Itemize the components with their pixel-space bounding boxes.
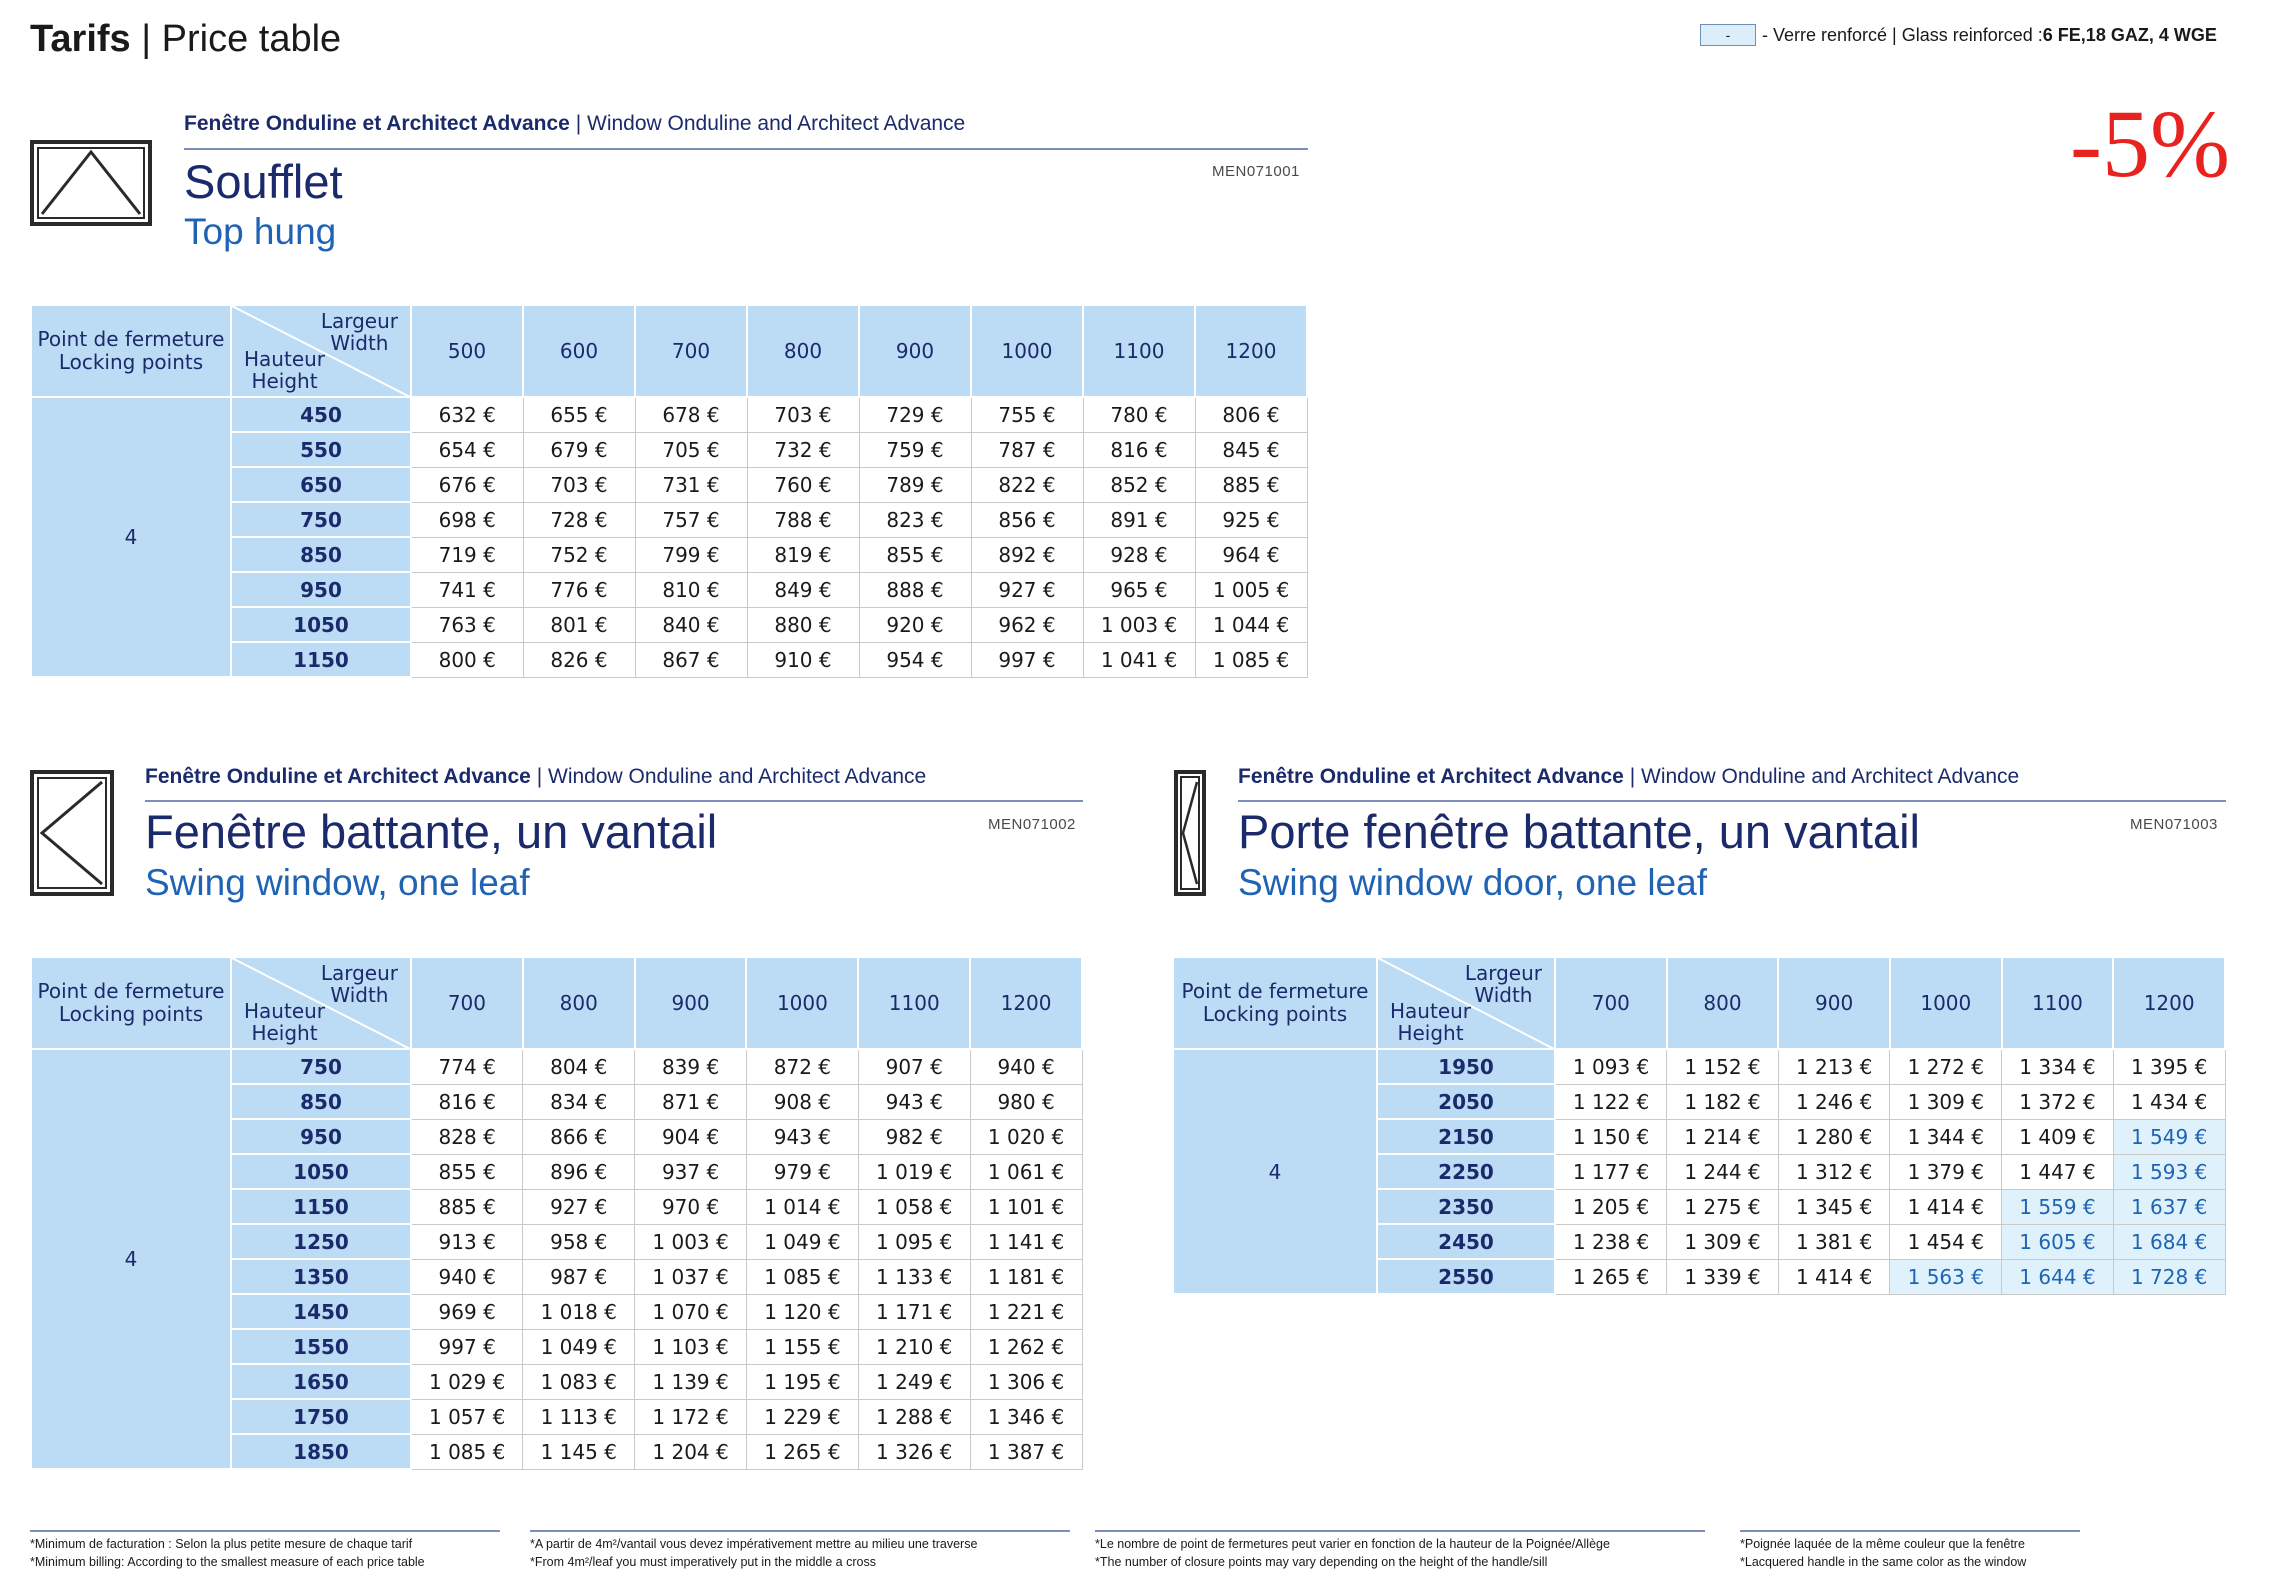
price-cell-reinforced: 1 684 € — [2113, 1224, 2225, 1259]
price-cell: 1 029 € — [411, 1364, 523, 1399]
price-cell: 987 € — [523, 1259, 635, 1294]
price-cell: 940 € — [411, 1259, 523, 1294]
width-column-header: 1200 — [1195, 305, 1307, 397]
height-value: 750 — [231, 502, 411, 537]
locking-points-value: 4 — [31, 397, 231, 677]
table-row — [31, 397, 1307, 432]
price-cell: 1 182 € — [1667, 1084, 1779, 1119]
price-cell: 866 € — [523, 1119, 635, 1154]
price-cell: 940 € — [970, 1049, 1082, 1084]
price-cell: 1 454 € — [1890, 1224, 2002, 1259]
price-cell: 698 € — [411, 502, 523, 537]
price-cell: 1 049 € — [523, 1329, 635, 1364]
height-value: 2050 — [1377, 1084, 1555, 1119]
width-column-header: 900 — [1778, 957, 1890, 1049]
price-cell-reinforced: 1 644 € — [2002, 1259, 2114, 1294]
price-cell: 904 € — [635, 1119, 747, 1154]
product-title-en: Swing window, one leaf — [145, 862, 530, 903]
price-cell: 1 152 € — [1667, 1049, 1779, 1084]
price-cell: 962 € — [971, 607, 1083, 642]
price-cell: 676 € — [411, 467, 523, 502]
width-column-header: 1100 — [858, 957, 970, 1049]
price-cell: 1 288 € — [858, 1399, 970, 1434]
width-column-header: 900 — [859, 305, 971, 397]
price-cell: 1 414 € — [1890, 1189, 2002, 1224]
product-title-en: Top hung — [184, 211, 337, 252]
price-cell-reinforced: 1 559 € — [2002, 1189, 2114, 1224]
price-cell: 1 133 € — [858, 1259, 970, 1294]
section-rule — [1238, 800, 2226, 802]
price-cell: 1 447 € — [2002, 1154, 2114, 1189]
height-value: 1950 — [1377, 1049, 1555, 1084]
height-value: 2150 — [1377, 1119, 1555, 1154]
price-cell: 840 € — [635, 607, 747, 642]
price-cell: 1 145 € — [523, 1434, 635, 1469]
series-label: Fenêtre Onduline et Architect Advance | Window Onduline and Architect Advance — [1238, 765, 2020, 788]
price-cell: 937 € — [635, 1154, 747, 1189]
width-column-header: 700 — [1555, 957, 1667, 1049]
dimension-header: Largeur Width Hauteur Height — [231, 305, 411, 397]
price-cell: 1 044 € — [1195, 607, 1307, 642]
price-cell: 1 049 € — [746, 1224, 858, 1259]
footnote: *Minimum de facturation : Selon la plus petite mesure de chaque tarif *Minimum billing: According to the smallest measure of each price table — [30, 1530, 500, 1571]
width-column-header: 1000 — [1890, 957, 2002, 1049]
price-table-top-hung — [30, 304, 1308, 678]
price-cell: 1 214 € — [1667, 1119, 1779, 1154]
product-title-en: Swing window door, one leaf — [1238, 862, 1707, 903]
width-column-header: 500 — [411, 305, 523, 397]
price-cell: 880 € — [747, 607, 859, 642]
height-value: 1350 — [231, 1259, 411, 1294]
price-cell: 1 246 € — [1778, 1084, 1890, 1119]
price-cell: 703 € — [523, 467, 635, 502]
price-cell: 1 204 € — [635, 1434, 747, 1469]
footnote: *Poignée laquée de la même couleur que la fenêtre *Lacquered handle in the same color as the window — [1740, 1530, 2080, 1571]
series-label: Fenêtre Onduline et Architect Advance | Window Onduline and Architect Advance — [184, 112, 966, 135]
discount-badge: -5% — [2070, 90, 2230, 197]
price-cell: 1 085 € — [1195, 642, 1307, 677]
height-value: 1050 — [231, 1154, 411, 1189]
table-row — [31, 1049, 1082, 1084]
page-title: Tarifs | Price table — [30, 18, 342, 60]
price-cell: 1 414 € — [1778, 1259, 1890, 1294]
price-cell: 1 210 € — [858, 1329, 970, 1364]
price-cell-reinforced: 1 728 € — [2113, 1259, 2225, 1294]
reinforced-swatch: - — [1700, 24, 1756, 46]
price-cell: 789 € — [859, 467, 971, 502]
price-cell: 1 205 € — [1555, 1189, 1667, 1224]
price-cell: 1 409 € — [2002, 1119, 2114, 1154]
price-table-swing-door — [1172, 956, 2226, 1295]
price-cell: 1 221 € — [970, 1294, 1082, 1329]
price-cell: 1 014 € — [746, 1189, 858, 1224]
price-cell: 799 € — [635, 537, 747, 572]
height-value: 2450 — [1377, 1224, 1555, 1259]
price-cell: 728 € — [523, 502, 635, 537]
height-value: 1450 — [231, 1294, 411, 1329]
price-cell: 1 195 € — [746, 1364, 858, 1399]
price-cell: 867 € — [635, 642, 747, 677]
price-cell: 910 € — [747, 642, 859, 677]
price-cell-reinforced: 1 605 € — [2002, 1224, 2114, 1259]
price-cell-reinforced: 1 563 € — [1890, 1259, 2002, 1294]
price-cell: 679 € — [523, 432, 635, 467]
price-cell: 1 103 € — [635, 1329, 747, 1364]
price-cell: 1 372 € — [2002, 1084, 2114, 1119]
price-cell: 979 € — [746, 1154, 858, 1189]
price-cell: 810 € — [635, 572, 747, 607]
price-cell: 1 275 € — [1667, 1189, 1779, 1224]
price-cell: 1 155 € — [746, 1329, 858, 1364]
price-cell: 1 249 € — [858, 1364, 970, 1399]
price-cell: 1 312 € — [1778, 1154, 1890, 1189]
price-cell: 1 262 € — [970, 1329, 1082, 1364]
footnote: *A partir de 4m²/vantail vous devez impérativement mettre au milieu une traverse *From 4m²/leaf you must imperatively put in the middle a cross — [530, 1530, 1070, 1571]
price-cell: 1 058 € — [858, 1189, 970, 1224]
price-cell: 1 309 € — [1890, 1084, 2002, 1119]
width-column-header: 1000 — [746, 957, 858, 1049]
price-cell: 732 € — [747, 432, 859, 467]
price-cell: 920 € — [859, 607, 971, 642]
height-value: 1750 — [231, 1399, 411, 1434]
price-cell: 1 083 € — [523, 1364, 635, 1399]
width-column-header: 800 — [523, 957, 635, 1049]
price-cell: 1 326 € — [858, 1434, 970, 1469]
price-cell: 958 € — [523, 1224, 635, 1259]
height-value: 1150 — [231, 642, 411, 677]
price-cell: 729 € — [859, 397, 971, 432]
price-cell: 943 € — [746, 1119, 858, 1154]
price-cell: 1 150 € — [1555, 1119, 1667, 1154]
price-cell-reinforced: 1 637 € — [2113, 1189, 2225, 1224]
price-cell: 719 € — [411, 537, 523, 572]
price-cell: 1 172 € — [635, 1399, 747, 1434]
price-cell: 1 334 € — [2002, 1049, 2114, 1084]
price-cell: 1 139 € — [635, 1364, 747, 1399]
price-cell: 1 434 € — [2113, 1084, 2225, 1119]
price-cell: 1 019 € — [858, 1154, 970, 1189]
price-cell: 885 € — [1195, 467, 1307, 502]
price-cell: 1 213 € — [1778, 1049, 1890, 1084]
price-cell: 1 339 € — [1667, 1259, 1779, 1294]
price-cell: 1 093 € — [1555, 1049, 1667, 1084]
width-column-header: 800 — [1667, 957, 1779, 1049]
price-cell: 774 € — [411, 1049, 523, 1084]
price-cell: 787 € — [971, 432, 1083, 467]
price-cell: 1 265 € — [1555, 1259, 1667, 1294]
price-cell: 780 € — [1083, 397, 1195, 432]
price-cell: 800 € — [411, 642, 523, 677]
price-cell: 819 € — [747, 537, 859, 572]
section-rule — [145, 800, 1083, 802]
height-value: 2550 — [1377, 1259, 1555, 1294]
footnote: *Le nombre de point de fermetures peut varier en fonction de la hauteur de la Poignée/Allège *The number of closure points may vary depending on the height of the handle/sill — [1095, 1530, 1705, 1571]
price-cell: 1 085 € — [411, 1434, 523, 1469]
price-cell: 705 € — [635, 432, 747, 467]
price-cell: 1 395 € — [2113, 1049, 2225, 1084]
price-table-swing-window — [30, 956, 1083, 1470]
price-cell: 776 € — [523, 572, 635, 607]
height-value: 850 — [231, 1084, 411, 1119]
price-cell: 1 280 € — [1778, 1119, 1890, 1154]
price-cell: 760 € — [747, 467, 859, 502]
price-cell: 654 € — [411, 432, 523, 467]
price-cell: 763 € — [411, 607, 523, 642]
price-cell: 1 041 € — [1083, 642, 1195, 677]
product-title-fr: Fenêtre battante, un vantail — [145, 805, 718, 858]
price-cell: 927 € — [971, 572, 1083, 607]
price-cell: 1 020 € — [970, 1119, 1082, 1154]
price-cell: 1 379 € — [1890, 1154, 2002, 1189]
locking-points-header: Point de fermeture Locking points — [1173, 957, 1377, 1049]
price-cell: 1 272 € — [1890, 1049, 2002, 1084]
price-cell: 943 € — [858, 1084, 970, 1119]
price-cell: 703 € — [747, 397, 859, 432]
height-value: 2250 — [1377, 1154, 1555, 1189]
price-cell: 1 345 € — [1778, 1189, 1890, 1224]
price-cell: 804 € — [523, 1049, 635, 1084]
table-row — [1173, 1049, 2225, 1084]
price-cell: 907 € — [858, 1049, 970, 1084]
price-cell: 823 € — [859, 502, 971, 537]
height-value: 1050 — [231, 607, 411, 642]
height-value: 1150 — [231, 1189, 411, 1224]
price-cell: 816 € — [411, 1084, 523, 1119]
width-column-header: 700 — [411, 957, 523, 1049]
price-cell: 888 € — [859, 572, 971, 607]
height-value: 1550 — [231, 1329, 411, 1364]
price-cell: 1 171 € — [858, 1294, 970, 1329]
price-cell: 839 € — [635, 1049, 747, 1084]
price-cell: 1 229 € — [746, 1399, 858, 1434]
price-cell: 970 € — [635, 1189, 747, 1224]
locking-points-value: 4 — [31, 1049, 231, 1469]
price-cell: 834 € — [523, 1084, 635, 1119]
price-cell: 801 € — [523, 607, 635, 642]
width-column-header: 1100 — [1083, 305, 1195, 397]
price-cell: 632 € — [411, 397, 523, 432]
price-cell: 678 € — [635, 397, 747, 432]
price-cell: 908 € — [746, 1084, 858, 1119]
height-value: 1850 — [231, 1434, 411, 1469]
product-code: MEN071002 — [988, 816, 1076, 833]
price-cell: 806 € — [1195, 397, 1307, 432]
price-cell: 845 € — [1195, 432, 1307, 467]
product-title-fr: Soufflet — [184, 155, 343, 208]
width-column-header: 1200 — [970, 957, 1082, 1049]
width-column-header: 600 — [523, 305, 635, 397]
price-cell: 927 € — [523, 1189, 635, 1224]
price-cell: 759 € — [859, 432, 971, 467]
table-header-row — [31, 305, 1307, 397]
price-cell: 741 € — [411, 572, 523, 607]
width-column-header: 700 — [635, 305, 747, 397]
price-cell: 1 177 € — [1555, 1154, 1667, 1189]
price-cell: 925 € — [1195, 502, 1307, 537]
series-label: Fenêtre Onduline et Architect Advance | Window Onduline and Architect Advance — [145, 765, 927, 788]
price-cell: 822 € — [971, 467, 1083, 502]
price-cell: 1 346 € — [970, 1399, 1082, 1434]
legend-value: 6 FE,18 GAZ, 4 WGE — [2042, 24, 2217, 45]
price-cell: 852 € — [1083, 467, 1195, 502]
price-cell: 1 309 € — [1667, 1224, 1779, 1259]
width-column-header: 900 — [635, 957, 747, 1049]
price-cell: 1 070 € — [635, 1294, 747, 1329]
width-column-header: 1100 — [2002, 957, 2114, 1049]
price-cell: 1 265 € — [746, 1434, 858, 1469]
price-cell: 885 € — [411, 1189, 523, 1224]
price-cell-reinforced: 1 549 € — [2113, 1119, 2225, 1154]
price-cell: 997 € — [971, 642, 1083, 677]
price-cell-reinforced: 1 593 € — [2113, 1154, 2225, 1189]
section-rule — [184, 148, 1308, 150]
height-value: 950 — [231, 572, 411, 607]
price-cell: 980 € — [970, 1084, 1082, 1119]
price-cell: 1 306 € — [970, 1364, 1082, 1399]
price-cell: 1 381 € — [1778, 1224, 1890, 1259]
price-cell: 871 € — [635, 1084, 747, 1119]
width-column-header: 1200 — [2113, 957, 2225, 1049]
price-cell: 1 238 € — [1555, 1224, 1667, 1259]
price-cell: 1 037 € — [635, 1259, 747, 1294]
price-cell: 1 113 € — [523, 1399, 635, 1434]
table-header-row — [31, 957, 1082, 1049]
product-code: MEN071001 — [1212, 163, 1300, 180]
glass-legend — [1700, 24, 2217, 46]
price-cell: 1 018 € — [523, 1294, 635, 1329]
price-cell: 1 122 € — [1555, 1084, 1667, 1119]
price-cell: 752 € — [523, 537, 635, 572]
price-cell: 856 € — [971, 502, 1083, 537]
top-hung-window-icon — [30, 140, 152, 226]
price-cell: 755 € — [971, 397, 1083, 432]
height-value: 1250 — [231, 1224, 411, 1259]
price-cell: 1 061 € — [970, 1154, 1082, 1189]
legend-label: - Verre renforcé | Glass reinforced : — [1762, 24, 2043, 45]
price-cell: 1 387 € — [970, 1434, 1082, 1469]
price-cell: 1 101 € — [970, 1189, 1082, 1224]
height-value: 650 — [231, 467, 411, 502]
price-cell: 1 095 € — [858, 1224, 970, 1259]
locking-points-header: Point de fermeture Locking points — [31, 305, 231, 397]
price-cell: 964 € — [1195, 537, 1307, 572]
dimension-header: Largeur Width Hauteur Height — [231, 957, 411, 1049]
dimension-header: Largeur Width Hauteur Height — [1377, 957, 1555, 1049]
price-cell: 1 003 € — [1083, 607, 1195, 642]
price-cell: 997 € — [411, 1329, 523, 1364]
price-cell: 826 € — [523, 642, 635, 677]
price-cell: 1 141 € — [970, 1224, 1082, 1259]
price-cell: 849 € — [747, 572, 859, 607]
height-value: 550 — [231, 432, 411, 467]
price-cell: 891 € — [1083, 502, 1195, 537]
price-cell: 982 € — [858, 1119, 970, 1154]
price-cell: 731 € — [635, 467, 747, 502]
price-cell: 855 € — [859, 537, 971, 572]
swing-window-icon — [30, 770, 114, 896]
price-cell: 1 057 € — [411, 1399, 523, 1434]
product-code: MEN071003 — [2130, 816, 2218, 833]
price-cell: 1 344 € — [1890, 1119, 2002, 1154]
price-cell: 896 € — [523, 1154, 635, 1189]
swing-door-icon — [1174, 770, 1206, 896]
locking-points-value: 4 — [1173, 1049, 1377, 1294]
price-cell: 892 € — [971, 537, 1083, 572]
price-cell: 1 003 € — [635, 1224, 747, 1259]
table-header-row — [1173, 957, 2225, 1049]
price-cell: 757 € — [635, 502, 747, 537]
price-cell: 788 € — [747, 502, 859, 537]
height-value: 450 — [231, 397, 411, 432]
price-cell: 816 € — [1083, 432, 1195, 467]
product-title-fr: Porte fenêtre battante, un vantail — [1238, 805, 1920, 858]
height-value: 750 — [231, 1049, 411, 1084]
price-cell: 965 € — [1083, 572, 1195, 607]
price-cell: 655 € — [523, 397, 635, 432]
price-cell: 828 € — [411, 1119, 523, 1154]
price-cell: 1 120 € — [746, 1294, 858, 1329]
price-cell: 969 € — [411, 1294, 523, 1329]
price-cell: 954 € — [859, 642, 971, 677]
price-cell: 855 € — [411, 1154, 523, 1189]
height-value: 850 — [231, 537, 411, 572]
price-cell: 1 085 € — [746, 1259, 858, 1294]
price-cell: 913 € — [411, 1224, 523, 1259]
price-cell: 928 € — [1083, 537, 1195, 572]
height-value: 2350 — [1377, 1189, 1555, 1224]
price-cell: 1 244 € — [1667, 1154, 1779, 1189]
height-value: 1650 — [231, 1364, 411, 1399]
width-column-header: 1000 — [971, 305, 1083, 397]
height-value: 950 — [231, 1119, 411, 1154]
price-cell: 1 005 € — [1195, 572, 1307, 607]
locking-points-header: Point de fermeture Locking points — [31, 957, 231, 1049]
price-cell: 1 181 € — [970, 1259, 1082, 1294]
width-column-header: 800 — [747, 305, 859, 397]
price-cell: 872 € — [746, 1049, 858, 1084]
